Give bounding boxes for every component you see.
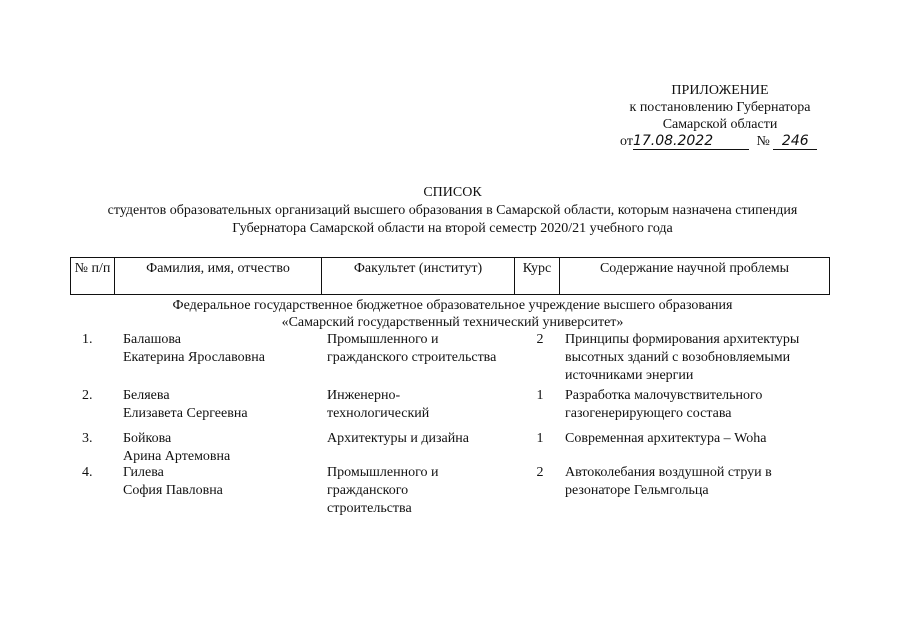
row-number: 3. xyxy=(82,431,93,446)
annex-line-1: к постановлению Губернатора xyxy=(629,100,811,115)
given-names: София Павловна xyxy=(123,483,223,498)
row-faculty: Промышленного и гражданского строительства xyxy=(327,465,439,516)
surname: Бойкова xyxy=(123,431,172,446)
number-prefix: № xyxy=(756,134,770,149)
row-topic: Принципы формирования архитектуры высотных зданий с возобновляемыми источниками энергии xyxy=(565,332,800,383)
given-names: Елизавета Сергеевна xyxy=(123,406,248,421)
row-faculty: Промышленного и гражданского строительства xyxy=(327,332,497,365)
row-name xyxy=(123,331,323,367)
row-course: 2 xyxy=(536,465,544,480)
row-number: 2. xyxy=(82,388,93,403)
row-topic: Разработка малочувствительного газогенерирующего состава xyxy=(565,388,763,421)
row-faculty: Архитектуры и дизайна xyxy=(327,431,469,446)
number-value: 246 xyxy=(773,133,817,150)
row-number: 4. xyxy=(82,465,93,480)
col-course-header: Курс xyxy=(515,258,560,295)
surname: Гилева xyxy=(123,465,164,480)
date-prefix: от xyxy=(620,134,633,149)
row-course: 1 xyxy=(536,388,544,403)
col-faculty-header: Факультет (институт) xyxy=(322,258,515,295)
col-topic-header: Содержание научной проблемы xyxy=(560,258,830,295)
col-number-header: № п/п xyxy=(71,258,115,295)
given-names: Екатерина Ярославовна xyxy=(123,350,265,365)
row-name xyxy=(123,430,323,466)
surname: Беляева xyxy=(123,388,170,403)
col-name-header: Фамилия, имя, отчество xyxy=(115,258,322,295)
annex-title: ПРИЛОЖЕНИЕ xyxy=(671,83,769,98)
row-course: 2 xyxy=(536,332,544,347)
doc-subtitle-line-1: студентов образовательных организаций высшего образования в Самарской области, которым назначена стипендия xyxy=(107,203,798,218)
annex-date-number xyxy=(620,133,817,150)
row-topic: Современная архитектура – Woha xyxy=(565,431,767,446)
row-name xyxy=(123,387,323,423)
given-names: Арина Артемовна xyxy=(123,449,231,464)
row-faculty: Инженерно-технологический xyxy=(327,388,430,421)
organization-line-1: Федеральное государственное бюджетное образовательное учреждение высшего образования xyxy=(172,298,733,313)
doc-heading: СПИСОК xyxy=(423,185,482,200)
row-name xyxy=(123,464,323,500)
table-header xyxy=(70,257,830,295)
surname: Балашова xyxy=(123,332,181,347)
row-number: 1. xyxy=(82,332,93,347)
organization-line-2: «Самарский государственный технический университет» xyxy=(281,315,624,330)
annex-line-2: Самарской области xyxy=(662,117,778,132)
row-topic: Автоколебания воздушной струи в резонаторе Гельмгольца xyxy=(565,465,772,498)
doc-subtitle-line-2: Губернатора Самарской области на второй семестр 2020/21 учебного года xyxy=(232,221,673,236)
date-value: 17.08.2022 xyxy=(633,133,749,150)
row-course: 1 xyxy=(536,431,544,446)
